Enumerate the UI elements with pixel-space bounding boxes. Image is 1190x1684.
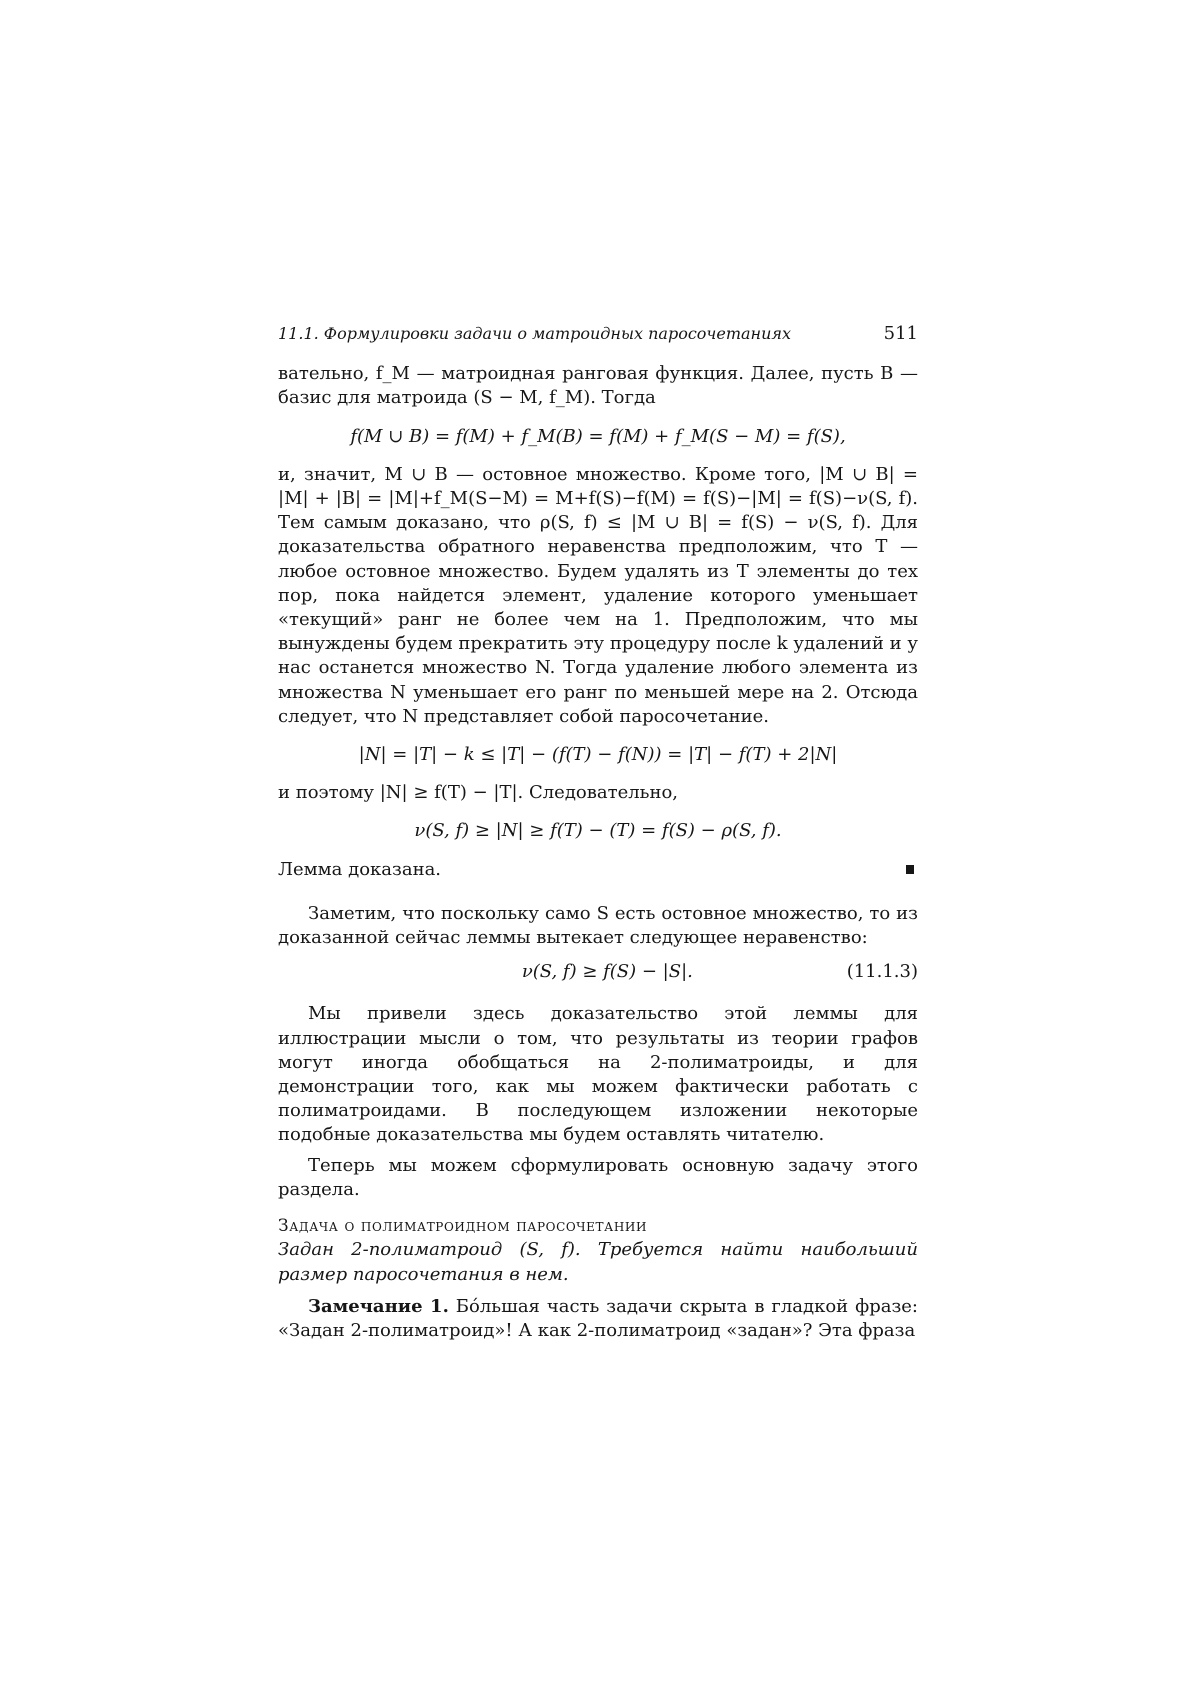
paragraph-3: и поэтому |N| ≥ f(T) − |T|. Следовательно, — [278, 782, 679, 804]
remark-paragraph — [278, 1295, 918, 1343]
equation-2: |N| = |T| − k ≤ |T| − (f(T) − f(N)) = |T| − f(T) + 2|N| — [358, 744, 838, 766]
page-number: 511 — [883, 323, 918, 344]
equation-3: ν(S, f) ≥ |N| ≥ f(T) − (T) = f(S) − ρ(S, f). — [414, 820, 782, 842]
remark-text: Бóльшая часть задачи скрыта в гладкой фразе: «Задан 2-полиматроид»! А как 2-полиматроид «задан»? Эта фраза — [278, 1295, 918, 1341]
equation-4: ν(S, f) ≥ f(S) − |S|. — [521, 961, 693, 983]
paragraph-1: вательно, f_M — матроидная ранговая функция. Далее, пусть B — базис для матроида (S − M, f_M). Тогда — [278, 363, 918, 409]
equation-number: (11.1.3) — [846, 961, 918, 983]
lemma-end-text: Лемма доказана. — [278, 858, 442, 880]
paragraph-5: Мы привели здесь доказательство этой леммы для иллюстрации мысли о том, что результаты из теории графов могут иногда обобщаться на 2-полиматроиды, и для демонстрации того, как мы можем фактически работать с полиматроидами. В последующем изложении некоторые подобные доказательства мы будем оставлять читателю. — [278, 1003, 918, 1146]
qed-square-icon — [906, 865, 914, 874]
equation-4-row — [278, 960, 918, 984]
lemma-end-line — [278, 858, 918, 882]
problem-title: Задача о полиматроидном паросочетании — [278, 1216, 648, 1237]
remark-label: Замечание 1. — [308, 1295, 449, 1317]
page — [278, 322, 918, 1343]
running-title: 11.1. Формулировки задачи о матроидных паросочетаниях — [278, 324, 792, 343]
equation-1: f(M ∪ B) = f(M) + f_M(B) = f(M) + f_M(S − M) = f(S), — [350, 425, 846, 447]
paragraph-2: и, значит, M ∪ B — остовное множество. Кроме того, |M ∪ B| = |M| + |B| = |M|+f_M(S−M) = M+f(S)−f(M) = f(S)−|M| = f(S)−ν(S, f). Тем самым доказано, что ρ(S, f) ≤ |M ∪ B| = f(S) − ν(S, f). Для доказательства обратного неравенства предположим, что T — любое остовное множество. Будем удалять из T элементы до тех пор, пока найдется элемент, удаление которого уменьшает «текущий» ранг не более чем на 1. Предположим, что мы вынуждены будем прекратить эту процедуру после k удалений и у нас останется множество N. Тогда удаление любого элемента из множества N уменьшает его ранг по меньшей мере на 2. Отсюда следует, что N представляет собой паросочетание. — [278, 463, 918, 727]
paragraph-6: Теперь мы можем сформулировать основную задачу этого раздела. — [278, 1154, 918, 1200]
problem-statement: Задан 2-полиматроид (S, f). Требуется найти наибольший размер паросочетания в нем. — [278, 1239, 918, 1285]
running-head — [278, 322, 918, 346]
paragraph-4: Заметим, что поскольку само S есть остовное множество, то из доказанной сейчас леммы вытекает следующее неравенство: — [278, 902, 918, 949]
